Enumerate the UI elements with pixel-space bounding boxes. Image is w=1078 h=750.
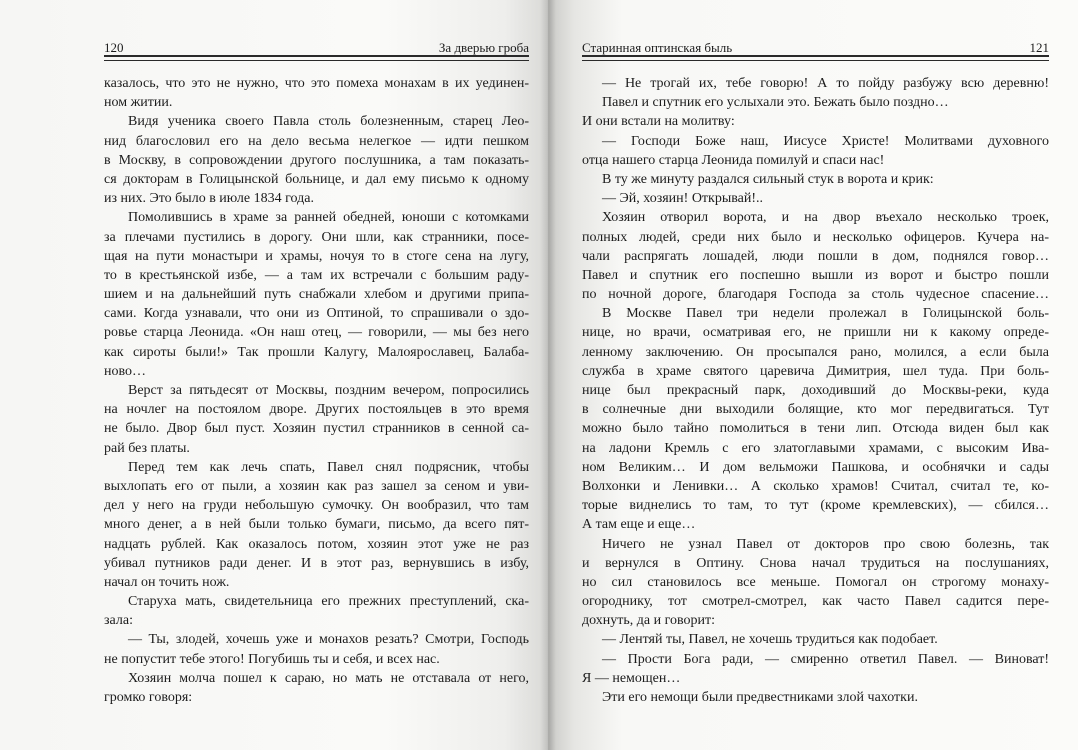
text-line: В ту же минуту раздался сильный стук в ворота и крик: <box>602 171 934 187</box>
page-number: 120 <box>104 40 124 55</box>
book-gutter-shadow <box>540 0 556 750</box>
text-line: на ладони Кремль с его златоглавыми храмами, с высоким Ива- <box>582 440 1049 456</box>
text-line: выхлопать его от пыли, а хозяин как раз зашел за сеном и уви- <box>104 478 529 494</box>
text-line: сами. Когда узнавали, что они из Оптиной, то спрашивали о здо- <box>104 306 529 322</box>
text-line: Павел и спутник его услыхали это. Бежать было поздно… <box>602 95 949 111</box>
right-page <box>548 0 1078 750</box>
text-line: ровье старца Леонида. «Он наш отец, — говорили, — мы без него <box>104 325 529 341</box>
text-line: Павел и спутник его поспешно вышли из ворот и быстро пошли <box>582 267 1049 283</box>
text-line: шием и на дальнейший путь снабжали хлебом и другими припа- <box>104 287 529 303</box>
text-line: торые виднелись то там, то тут (кроме кремлевских), — сбился… <box>582 498 1049 514</box>
text-line: как сироты были!» Так прошли Калугу, Малоярославец, Балаба- <box>104 344 529 360</box>
text-line: убивал путников ради денег. И в этот раз, вернувшись в избу, <box>104 555 529 571</box>
text-line: В Москве Павел три недели пролежал в Голицынской боль- <box>602 306 1049 322</box>
text-line: казалось, что это не нужно, что это помеха монахам в их уединен- <box>104 76 529 91</box>
text-line: И они встали на молитву: <box>582 114 735 130</box>
text-line: А там еще и еще… <box>582 517 696 533</box>
text-line: нид благословил его на дело весьма нелегкое — идти пешком <box>104 133 529 149</box>
text-line: чали распрягать лошадей, люди пошли в дом, поднялся говор… <box>582 248 1049 264</box>
text-line: — Эй, хозяин! Открывай!.. <box>602 191 764 207</box>
page-number: 121 <box>1029 40 1049 55</box>
text-line: Я — немощен… <box>582 670 681 686</box>
text-line: Ничего не узнал Павел от докторов про свою болезнь, так <box>602 536 1049 552</box>
right-page-text <box>582 74 1049 707</box>
text-line: рай без платы. <box>104 440 190 456</box>
text-line: Верст за пятьдесят от Москвы, поздним вечером, попросились <box>128 383 529 398</box>
text-line: огороднику, тот смотрел-смотрел, как часто Павел садится пере- <box>582 594 1049 610</box>
running-title: За дверью гроба <box>438 40 529 55</box>
text-line: в солнечные дни выходили болящие, кто мог передвигаться. Тут <box>582 402 1049 418</box>
left-page-text <box>104 74 529 707</box>
left-page-header <box>104 36 529 58</box>
text-line: Старуха мать, свидетельница его прежних преступлений, ска- <box>128 594 529 610</box>
text-line: нице был прекрасный парк, доходивший до Москвы-реки, куда <box>582 383 1049 398</box>
text-line: то в крестьянской избе, — а там их встречали с большим раду- <box>104 267 529 283</box>
text-line: ся докторам в Голицынской больнице, и дал ему письмо к одному <box>104 171 529 187</box>
text-line: но сил становилось все меньше. Помогал он строгому монаху- <box>582 574 1049 590</box>
text-line: Эти его немощи были предвестниками злой чахотки. <box>602 690 918 705</box>
text-line: ленному заключению. Он просыпался рано, молился, а если была <box>582 344 1049 360</box>
text-line: много денег, а в ней были только бумаги, письмо, да всего пят- <box>104 517 529 533</box>
text-line: — Лентяй ты, Павел, не хочешь трудиться как подобает. <box>602 632 938 648</box>
text-line: из них. Это было в июле 1834 года. <box>104 191 314 207</box>
text-line: Хозяин отворил ворота, и на двор въехало несколько троек, <box>602 210 1049 226</box>
text-line: ново… <box>104 363 147 379</box>
text-line: ном Великим… И дом вельможи Пашкова, и особнячки и сады <box>582 459 1049 475</box>
text-line: на ночлег на постоялом дворе. Других постояльцев в это время <box>104 402 529 418</box>
text-line: служба в храме святого царевича Димитрия, шел туда. При боль- <box>582 363 1049 379</box>
text-line: по ночной дороге, благодаря Господа за столь чудесное спасение… <box>582 287 1049 303</box>
text-line: за плечами пустились в дорогу. Они шли, как странники, посе- <box>104 229 529 245</box>
text-line: — Господи Боже наш, Иисусе Христе! Молитвами духовного <box>602 133 1049 149</box>
text-line: — Ты, злодей, хочешь уже и монахов резать? Смотри, Господь <box>128 632 529 648</box>
text-line: Волхонки и Ленивки… А сколько храмов! Считал, считал те, ко- <box>582 478 1049 494</box>
text-line: можно было тайно помолиться в тени лип. Отсюда виден был как <box>582 421 1049 437</box>
text-line: не было. Двор был пуст. Хозяин пустил странников в сенной са- <box>104 421 529 437</box>
text-line: нице, но врачи, осматривая его, не пришли ни к какому опреде- <box>582 325 1049 341</box>
text-line: и вернулся в Оптину. Снова начал трудиться на послушаниях, <box>582 555 1049 571</box>
text-line: — Не трогай их, тебе говорю! А то пойду разбужу всю деревню! <box>602 76 1049 91</box>
text-line: — Прости Бога ради, — смиренно ответил Павел. — Виноват! <box>602 651 1049 667</box>
right-page-header <box>582 36 1049 58</box>
text-line: Видя ученика своего Павла столь болезненным, старец Лео- <box>128 114 529 130</box>
text-line: громко говоря: <box>104 690 193 705</box>
text-line: не попустит тебе этого! Погубишь ты и себя, и всех нас. <box>104 651 440 667</box>
text-line: начал он точить нож. <box>104 574 230 590</box>
text-line: надцать рублей. Как оказалось потом, хозяин этот уже не раз <box>104 536 529 552</box>
text-line: полных людей, среди них было и несколько офицеров. Кучера на- <box>582 229 1049 245</box>
running-title: Старинная оптинская быль <box>582 40 733 55</box>
text-line: Помолившись в храме за ранней обедней, юноши с котомками <box>128 210 529 226</box>
text-line: зала: <box>104 613 133 629</box>
text-line: ном житии. <box>104 95 173 111</box>
header-rule <box>582 55 1049 61</box>
text-line: Перед тем как лечь спать, Павел снял подрясник, чтобы <box>128 459 529 475</box>
text-line: Хозяин молча пошел к сараю, но мать не отставала от него, <box>128 670 529 686</box>
text-line: в Москву, в сопровождении другого послушника, а там показать- <box>104 152 529 168</box>
text-line: дохнуть, да и говорит: <box>582 613 716 629</box>
text-line: дел у него на груди небольшую сумочку. Он вообразил, что там <box>104 498 529 514</box>
header-rule <box>104 55 529 61</box>
text-line: отца нашего старца Леонида помилуй и спаси нас! <box>582 152 885 168</box>
text-line: щая на пути монастыри и храмы, ночуя то в стоге сена на лугу, <box>104 248 529 264</box>
